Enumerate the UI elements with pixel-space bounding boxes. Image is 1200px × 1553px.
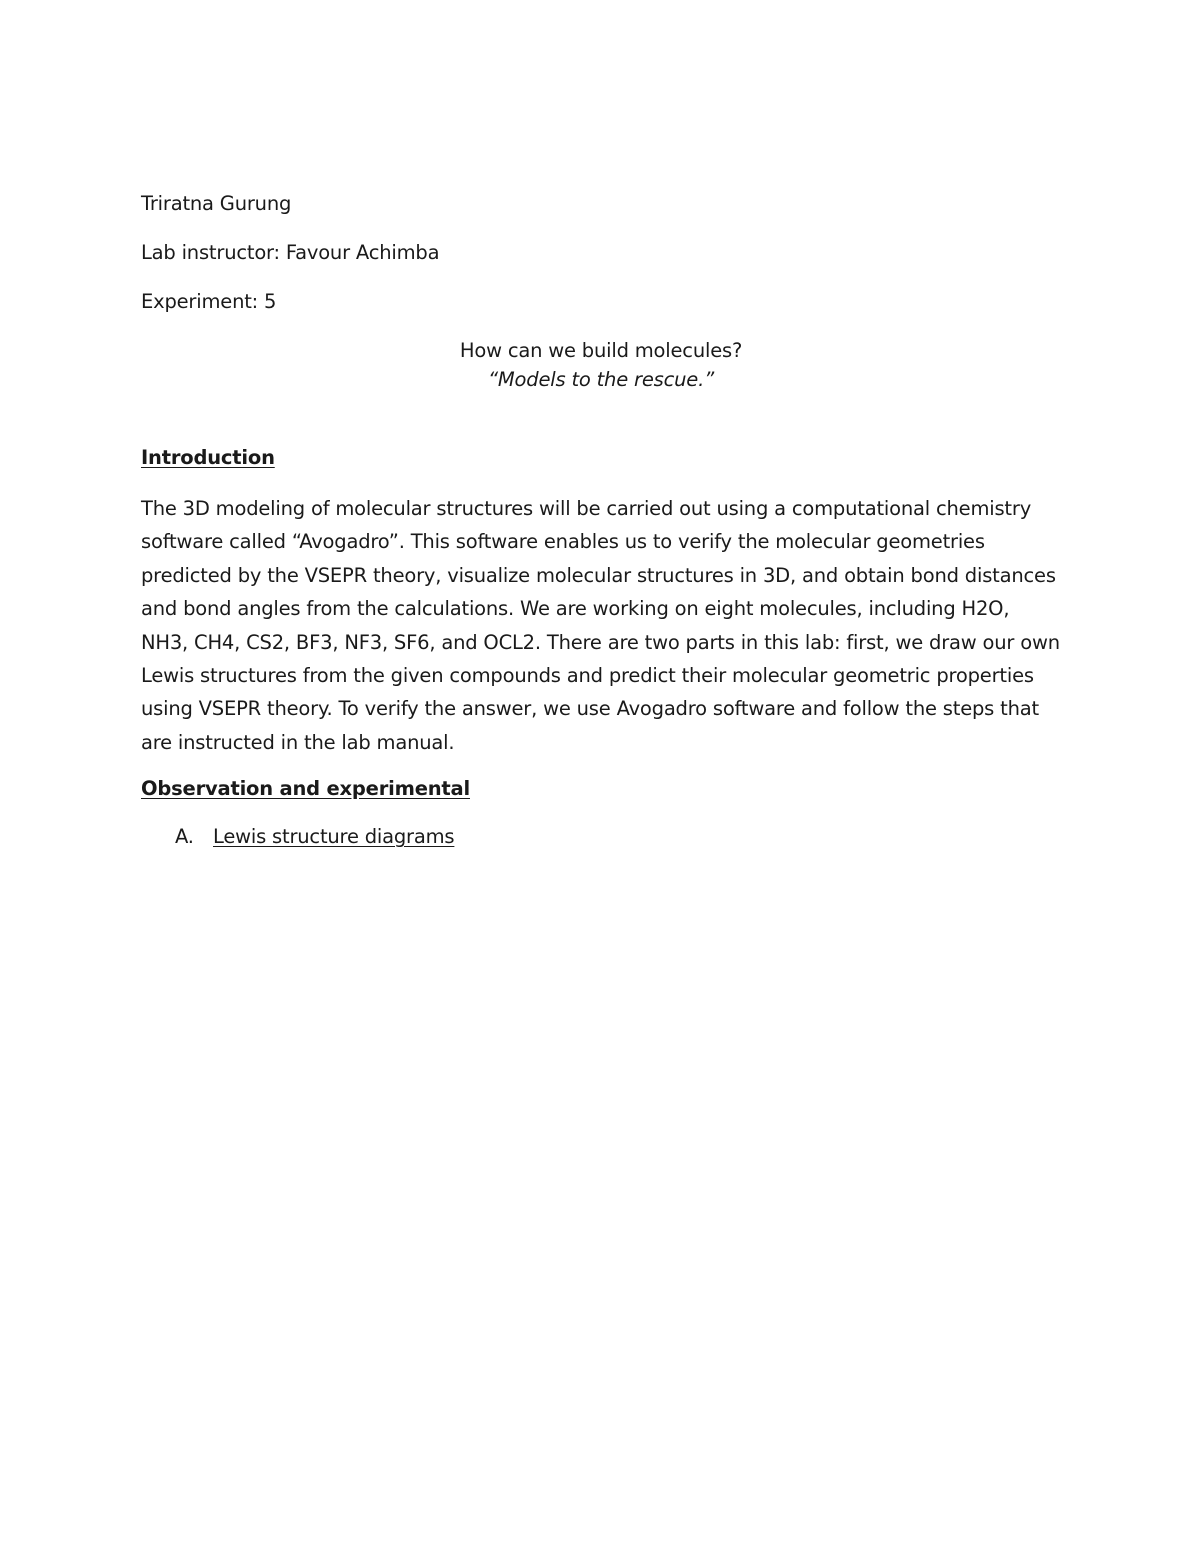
document-subtitle: “Models to the rescue.” [488,368,714,391]
lab-instructor: Lab instructor: Favour Achimba [141,241,440,264]
title-block [141,336,1061,394]
observation-heading: Observation and experimental [141,777,470,801]
introduction-heading: Introduction [141,446,275,469]
list-marker: A. [175,825,194,849]
introduction-paragraph: The 3D modeling of molecular structures will be carried out using a computational chemistry software called “Avogadro”. This software enables us to verify the molecular geometries predicted by the VSEPR theory, visualize molecular structures in 3D, and obtain bond distances and bond angles from the calculations. We are working on eight molecules, including H2O, NH3, CH4, CS2, BF3, NF3, SF6, and OCL2. There are two parts in this lab: first, we draw our own Lewis structures from the given compounds and predict their molecular geometric properties using VSEPR theory. To verify the answer, we use Avogadro software and follow the steps that are instructed in the lab manual. [141,497,1060,754]
author-name: Triratna Gurung [141,192,292,215]
list-item [141,823,1061,851]
experiment-number: Experiment: 5 [141,290,277,313]
list-item-text: Lewis structure diagrams [213,825,455,849]
document-title: How can we build molecules? [459,339,743,362]
document-content [141,190,1061,851]
